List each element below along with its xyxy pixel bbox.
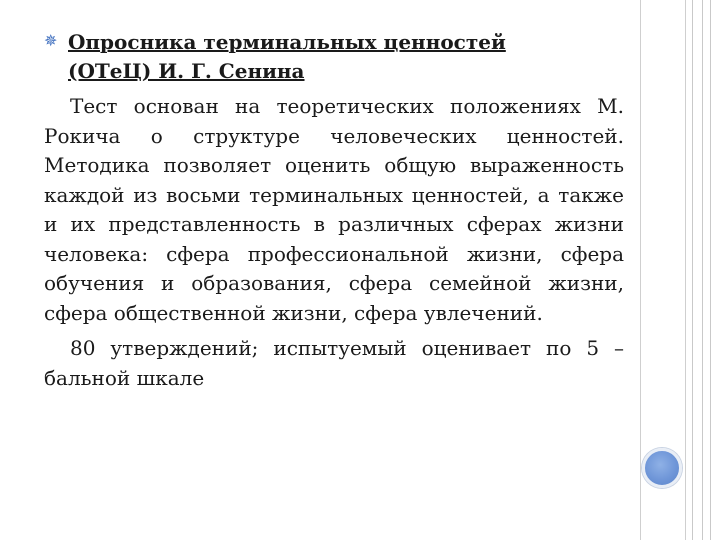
blue-circle-decoration <box>642 448 682 488</box>
decorative-line <box>710 0 711 540</box>
body-paragraph-2: 80 утверждений; испытуемый оценивает по 5 – бальной шкале <box>44 336 624 390</box>
body-paragraph-1: Тест основан на теоретических положениях М. Рокича о структуре человеческих ценностей. Методика позволяет оценить общую выраженность каждой из восьми терминальных ценностей, а также и их представленность в различных сферах жизни человека: сфера профессиональной жизни, сфера обучения и образования, сфера семейной жизни, сфера общественной жизни, сфера увлечений. <box>44 94 624 325</box>
slide-heading <box>68 28 624 86</box>
heading-line-1: Опросника терминальных ценностей <box>68 30 506 54</box>
slide-content <box>44 28 624 393</box>
star-bullet-icon: ✵ <box>44 31 58 50</box>
heading-bullet <box>44 28 624 86</box>
decorative-line <box>692 0 693 540</box>
decorative-line <box>702 0 703 540</box>
heading-line-2: (ОТеЦ) И. Г. Сенина <box>68 59 305 83</box>
